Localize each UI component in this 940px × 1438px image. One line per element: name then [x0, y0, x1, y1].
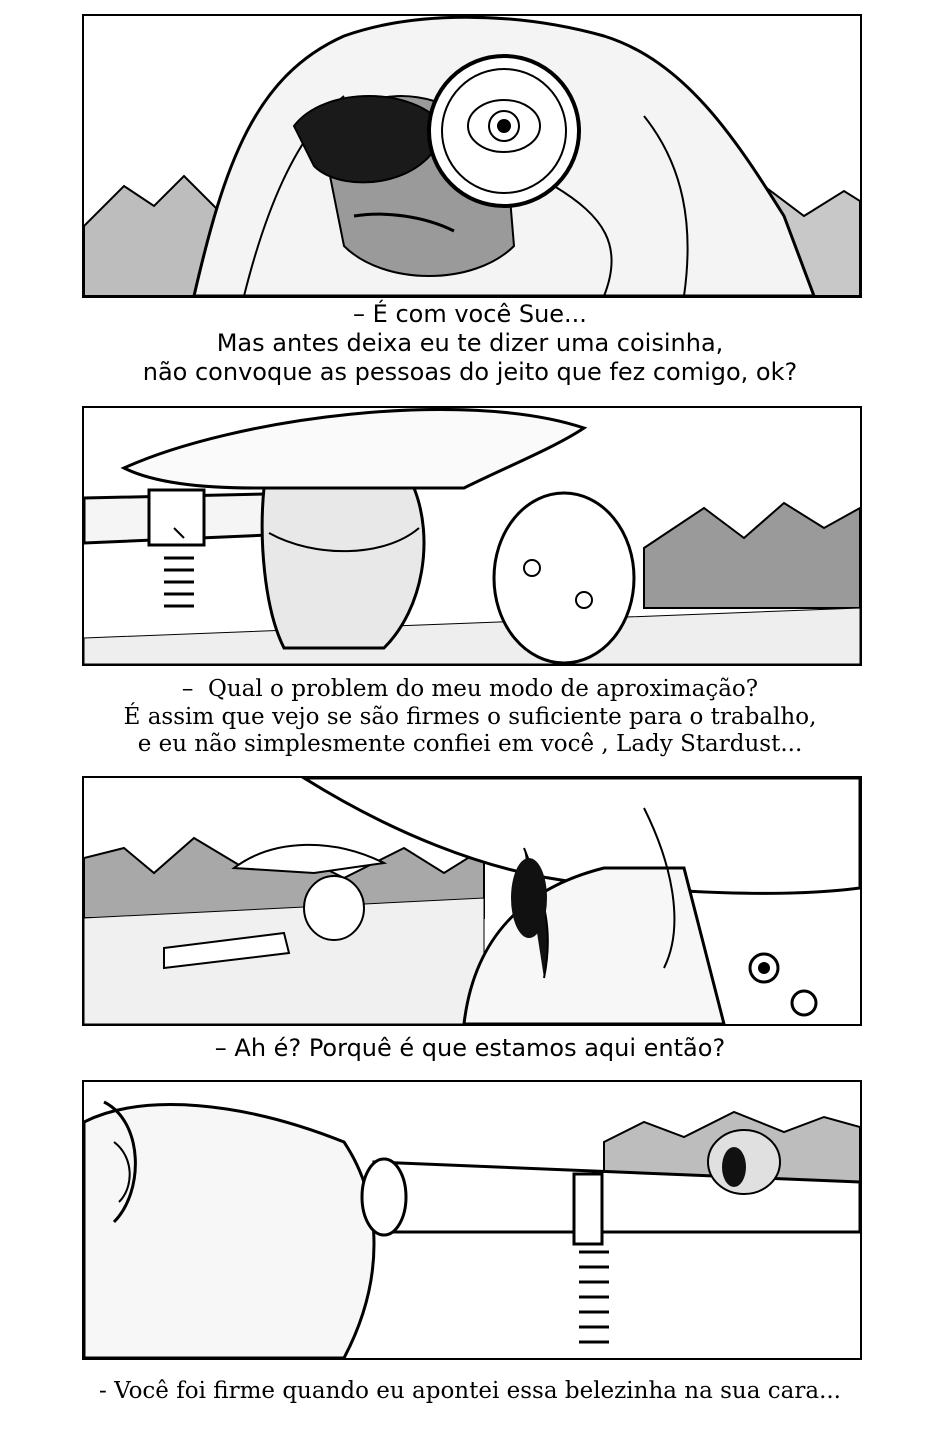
panel-2-illustration [84, 408, 860, 664]
panel-3-caption [0, 1034, 940, 1063]
panel-2-caption [0, 676, 940, 759]
caption-line: Mas antes deixa eu te dizer uma coisinha, [216, 328, 724, 357]
panel-4-illustration [84, 1082, 860, 1358]
caption-line: – É com você Sue... [353, 300, 587, 328]
caption-line: – Ah é? Porquê é que estamos aqui então? [214, 1034, 726, 1062]
caption-line: não convoque as pessoas do jeito que fez comigo, ok? [142, 357, 798, 386]
caption-line: e eu não simplesmente confiei em você , Lady Stardust... [137, 731, 803, 758]
panel-4-caption [0, 1378, 940, 1406]
caption-line: É assim que vejo se são firmes o suficiente para o trabalho, [123, 703, 817, 730]
panel-3-illustration [84, 778, 860, 1024]
comic-panel-2 [82, 406, 862, 666]
comic-panel-3 [82, 776, 862, 1026]
caption-line: - Você foi firme quando eu apontei essa belezinha na sua cara... [99, 1378, 841, 1404]
panel-1-illustration [84, 16, 860, 296]
caption-line: – Qual o problem do meu modo de aproximação? [181, 676, 759, 702]
panel-1-caption [0, 300, 940, 386]
comic-panel-4 [82, 1080, 862, 1360]
comic-panel-1 [82, 14, 862, 298]
